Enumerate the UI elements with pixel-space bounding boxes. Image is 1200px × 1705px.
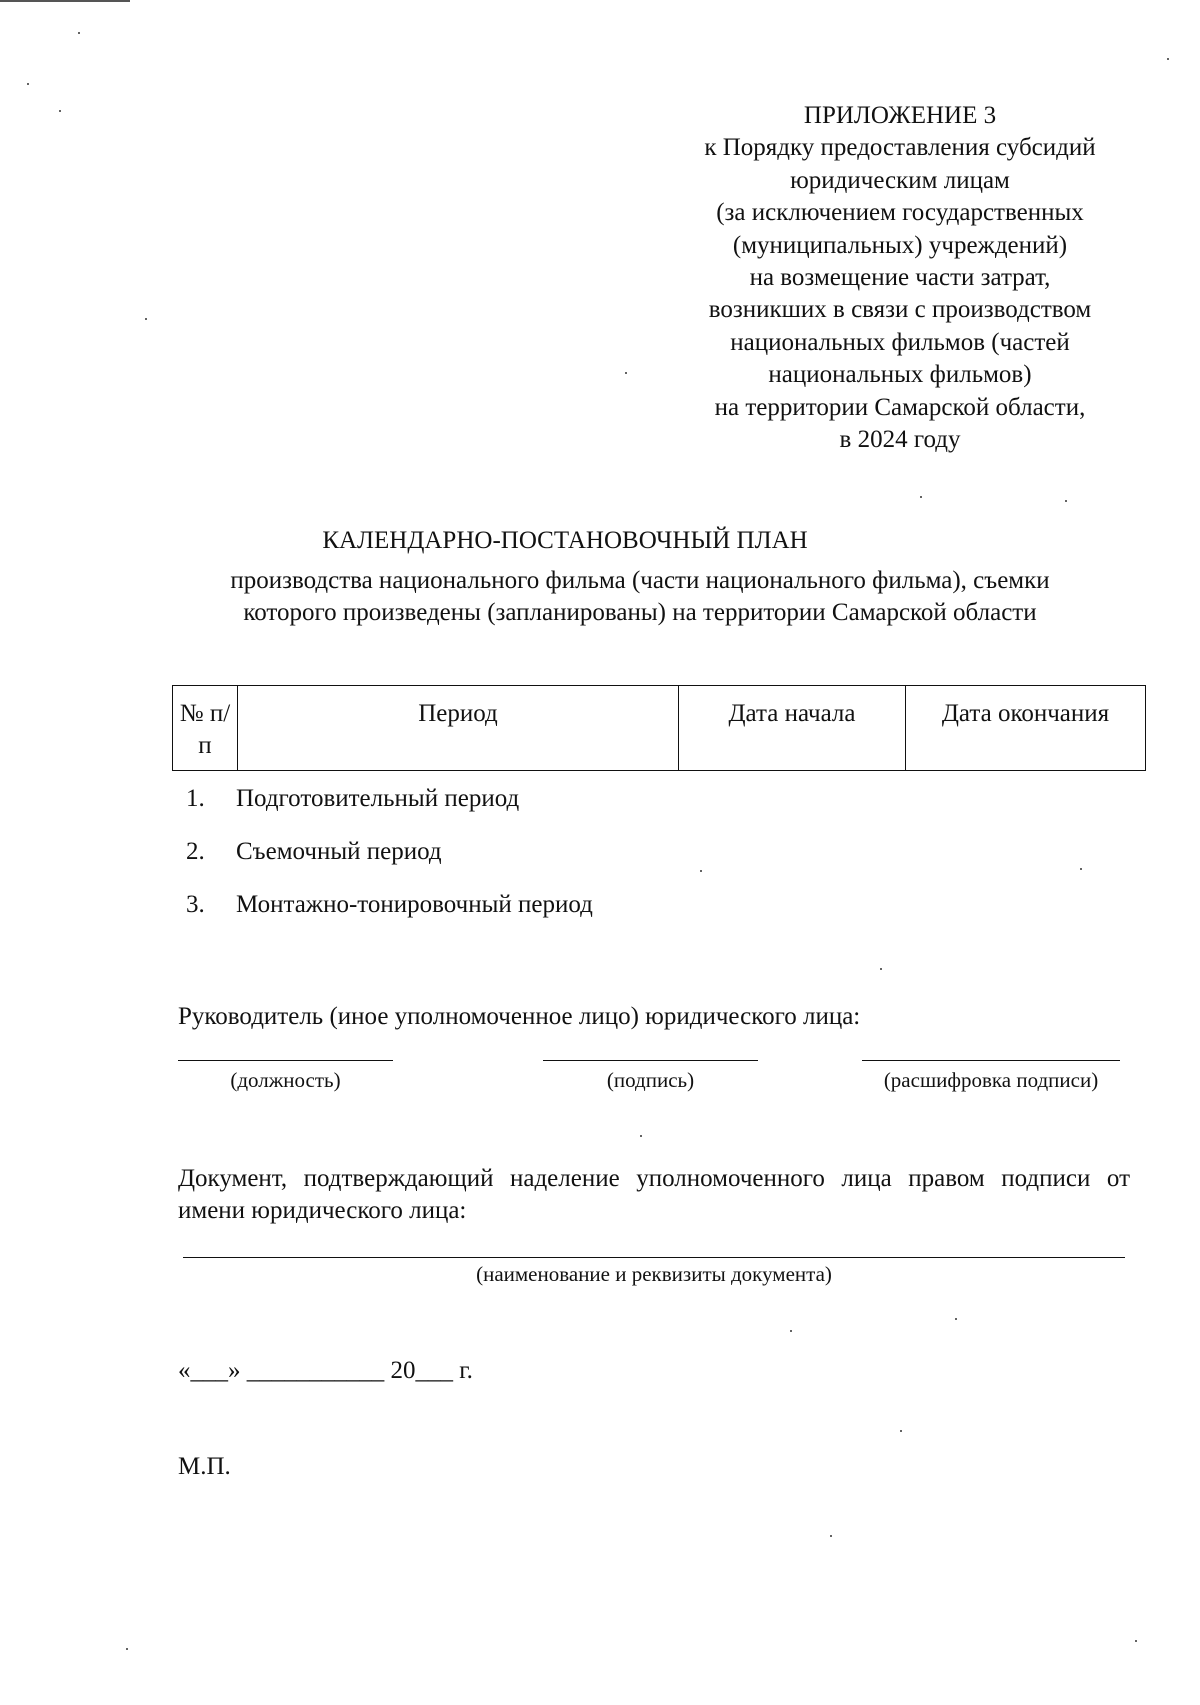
authority-document-line: [183, 1257, 1125, 1258]
plan-title: КАЛЕНДАРНО-ПОСТАНОВОЧНЫЙ ПЛАН: [322, 527, 808, 554]
position-line: [178, 1060, 393, 1061]
list-item: [186, 784, 986, 837]
col-header-end-date: Дата окончания: [906, 686, 1146, 771]
scan-speck: [640, 1135, 642, 1137]
scan-speck: [955, 1318, 957, 1320]
period-label: Съемочный период: [236, 838, 442, 865]
period-list: [186, 784, 986, 943]
scan-edge-mark: [0, 0, 130, 2]
plan-subtitle: [150, 565, 1130, 629]
date-field: «___» ___________ 20___ г.: [178, 1357, 473, 1384]
col-header-period: Период: [238, 686, 679, 771]
table-header-row: [173, 686, 1146, 771]
period-label: Подготовительный период: [236, 785, 520, 812]
list-item: [186, 837, 986, 890]
appendix-line: ПРИЛОЖЕНИЕ 3: [803, 102, 997, 129]
appendix-line: к Порядку предоставления субсидий: [704, 134, 1096, 162]
appendix-header: [630, 100, 1170, 456]
plan-table: [172, 685, 1146, 771]
col-header-number: № п/п: [173, 686, 238, 771]
scan-speck: [1135, 1640, 1137, 1642]
signatory-label: Руководитель (иное уполномоченное лицо) юридического лица:: [178, 1003, 861, 1030]
appendix-line: (за исключением государственных: [716, 199, 1084, 227]
signature-decoding-line: [862, 1060, 1120, 1061]
appendix-line: возникших в связи с производством: [708, 296, 1092, 324]
signature-caption: (подпись): [606, 1068, 695, 1092]
appendix-line: юридическим лицам: [790, 166, 1010, 194]
col-header-start-date: Дата начала: [679, 686, 906, 771]
appendix-line: (муниципальных) учреждений): [732, 231, 1068, 259]
scan-speck: [126, 1648, 128, 1650]
position-caption: (должность): [230, 1068, 341, 1092]
seal-placeholder: М.П.: [178, 1453, 231, 1480]
authority-document-caption: (наименование и реквизиты документа): [476, 1262, 832, 1286]
appendix-line: на территории Самарской области,: [714, 393, 1086, 421]
scan-speck: [700, 870, 702, 872]
appendix-line: национальных фильмов (частей: [730, 328, 1070, 356]
scan-speck: [830, 1535, 832, 1537]
scan-speck: [625, 372, 627, 374]
scan-speck: [78, 32, 80, 34]
authority-document-text: Документ, подтверждающий наделение уполномоченного лица правом подписи от имени юридического лица:: [178, 1165, 1130, 1224]
scan-speck: [790, 1330, 792, 1332]
appendix-line: на возмещение части затрат,: [749, 264, 1051, 292]
scan-speck: [900, 1430, 902, 1432]
scan-speck: [27, 83, 29, 85]
plan-subtitle-line: производства национального фильма (части национального фильма), съемки: [230, 567, 1050, 594]
scan-speck: [920, 496, 922, 498]
appendix-line: национальных фильмов): [768, 361, 1032, 389]
period-number: 3.: [186, 891, 205, 918]
scan-speck: [1065, 500, 1067, 502]
signature-line: [543, 1060, 758, 1061]
scan-speck: [1167, 58, 1169, 60]
scan-speck: [145, 318, 147, 320]
period-number: 2.: [186, 838, 205, 865]
appendix-line: в 2024 году: [839, 426, 961, 454]
list-item: [186, 890, 986, 943]
scan-speck: [59, 110, 61, 112]
signature-decoding-caption: (расшифровка подписи): [883, 1068, 1099, 1092]
plan-subtitle-line: которого произведены (запланированы) на территории Самарской области: [243, 599, 1037, 626]
scan-speck: [1080, 868, 1082, 870]
scan-speck: [880, 968, 882, 970]
period-label: Монтажно-тонировочный период: [236, 891, 593, 918]
period-number: 1.: [186, 785, 205, 812]
